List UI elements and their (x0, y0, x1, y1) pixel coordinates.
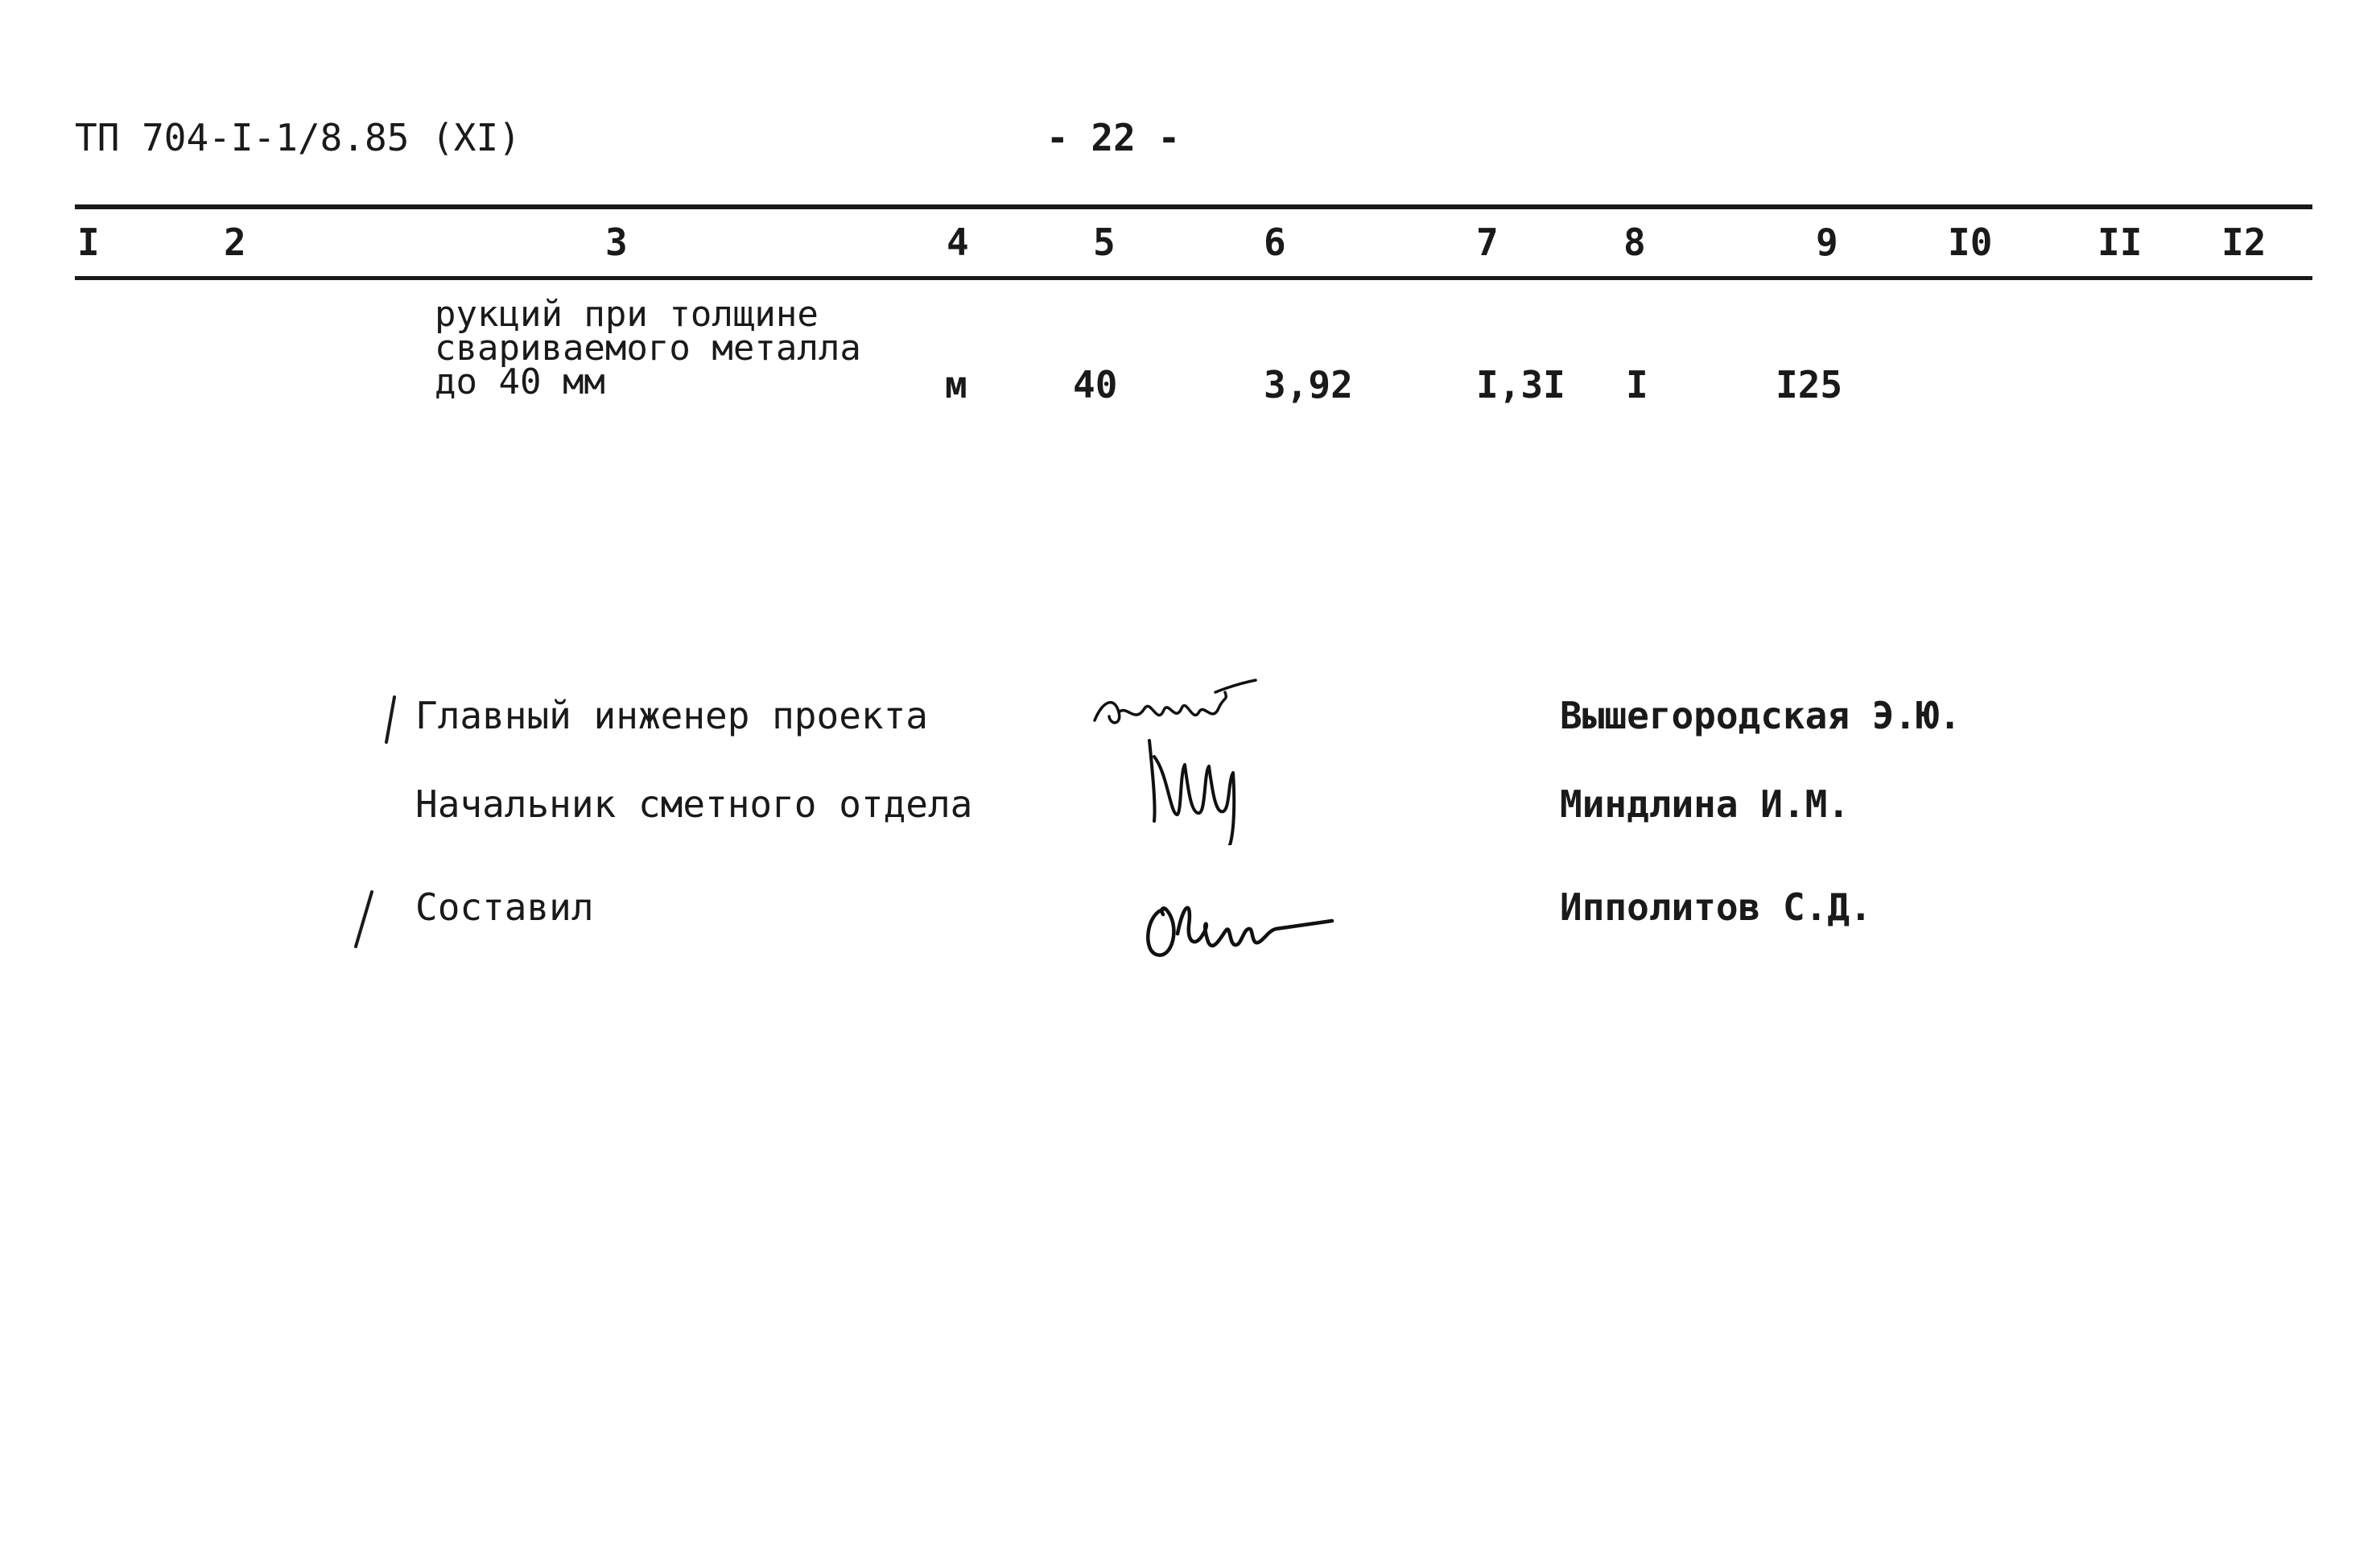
signer-1-title: Главный инженер проекта (415, 694, 928, 737)
signature-compiler (1131, 885, 1340, 974)
table-header-bottom-rule (75, 276, 2312, 280)
column-number-9: 9 (1816, 221, 1838, 264)
signer-2-title: Начальник сметного отдела (415, 782, 973, 826)
column-number-7: 7 (1476, 221, 1499, 264)
column-number-4: 4 (947, 221, 969, 264)
pencil-check-mark-2 (348, 887, 380, 951)
column-number-11: II (2098, 221, 2143, 264)
page-number: - 22 - (1046, 116, 1181, 159)
row-col8-value: I (1626, 363, 1648, 406)
column-number-2: 2 (224, 221, 246, 264)
table-top-rule (75, 204, 2312, 209)
row-col5-value: 40 (1073, 363, 1118, 406)
signer-1-name: Вышегородская Э.Ю. (1560, 694, 1961, 737)
column-number-5: 5 (1093, 221, 1116, 264)
column-number-12: I2 (2221, 221, 2267, 264)
row-col7-value: I,3I (1476, 363, 1565, 406)
column-number-6: 6 (1264, 221, 1286, 264)
column-number-1: I (77, 221, 100, 264)
row-col6-value: 3,92 (1264, 363, 1353, 406)
column-number-8: 8 (1623, 221, 1646, 264)
pencil-check-mark-1 (378, 692, 402, 749)
column-number-3: 3 (605, 221, 628, 264)
column-number-10: I0 (1948, 221, 1993, 264)
signer-3-name: Ипполитов С.Д. (1560, 885, 1872, 929)
signer-2-name: Миндлина И.М. (1560, 782, 1850, 826)
row-unit: м (945, 363, 967, 406)
signer-3-title: Составил (415, 885, 594, 929)
row-description: рукций при толщине свариваемого металла до 40 мм (435, 294, 861, 402)
signature-estimate-head (1135, 724, 1280, 845)
document-code: ТП 704-I-1/8.85 (XI) (75, 116, 521, 159)
row-col9-value: I25 (1776, 363, 1843, 406)
